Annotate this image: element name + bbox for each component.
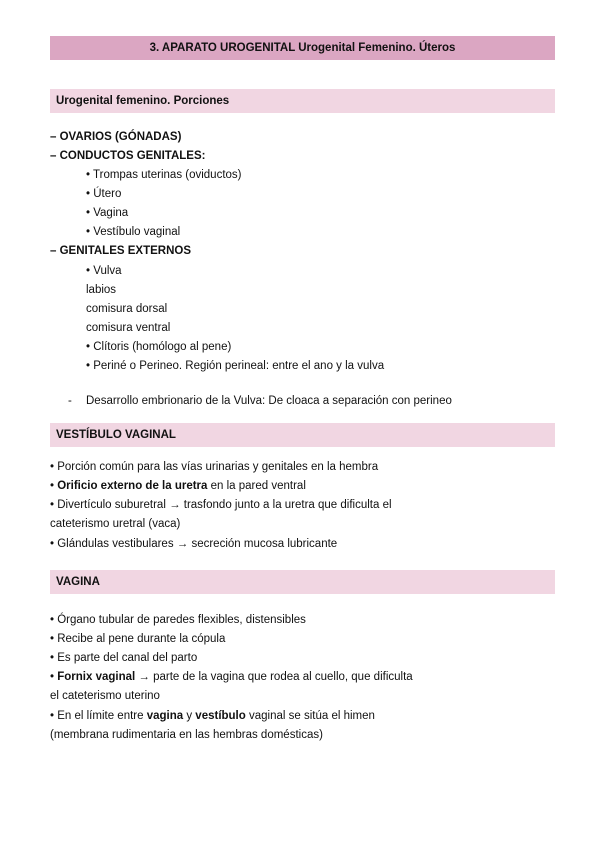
list-item: • Es parte del canal del parto bbox=[50, 652, 198, 664]
section-heading-porciones bbox=[50, 89, 555, 113]
list-item: labios bbox=[86, 284, 117, 296]
list-item bbox=[50, 479, 306, 493]
list-item: • Órgano tubular de paredes flexibles, distensibles bbox=[50, 614, 306, 626]
heading-conductos: – CONDUCTOS GENITALES: bbox=[50, 150, 206, 162]
section-heading-text: VAGINA bbox=[56, 576, 100, 588]
list-item bbox=[50, 670, 413, 684]
list-item: cateterismo uretral (vaca) bbox=[50, 518, 181, 530]
list-item: • Periné o Perineo. Región perineal: entre el ano y la vulva bbox=[86, 360, 385, 372]
text-run: vaginal se sitúa el himen bbox=[245, 710, 375, 722]
list-item: • Vestíbulo vaginal bbox=[86, 226, 181, 238]
text-run: → parte de la vagina que rodea al cuello, que dificulta bbox=[135, 671, 413, 683]
section-heading-vagina bbox=[50, 570, 555, 594]
desarrollo-text: Desarrollo embrionario de la Vulva: De cloaca a separación con perineo bbox=[86, 395, 452, 407]
list-item: • Glándulas vestibulares → secreción mucosa lubricante bbox=[50, 538, 338, 550]
list-item: • Divertículo suburetral → trasfondo junto a la uretra que dificulta el bbox=[50, 499, 392, 511]
list-item: • Porción común para las vías urinarias y genitales en la hembra bbox=[50, 461, 379, 473]
bold-term: Fornix vaginal bbox=[57, 671, 136, 683]
list-item bbox=[50, 709, 375, 723]
list-item: comisura ventral bbox=[86, 322, 171, 334]
list-item: • Útero bbox=[86, 188, 122, 200]
section-heading-text: VESTÍBULO VAGINAL bbox=[56, 429, 176, 441]
bold-term: Orificio externo de la uretra bbox=[57, 480, 208, 492]
list-item: • Clítoris (homólogo al pene) bbox=[86, 341, 232, 353]
heading-externos: – GENITALES EXTERNOS bbox=[50, 245, 192, 257]
list-item: (membrana rudimentaria en las hembras domésticas) bbox=[50, 729, 323, 741]
text-run: y bbox=[183, 710, 196, 722]
bold-term: vestíbulo bbox=[195, 710, 246, 722]
text-run: en la pared ventral bbox=[207, 480, 306, 492]
section-heading-text: Urogenital femenino. Porciones bbox=[56, 95, 230, 107]
list-item: comisura dorsal bbox=[86, 303, 168, 315]
document-title-text: 3. APARATO UROGENITAL Urogenital Femenino. Úteros bbox=[149, 42, 456, 54]
bold-term: vagina bbox=[146, 710, 184, 722]
heading-ovarios: – OVARIOS (GÓNADAS) bbox=[50, 131, 182, 143]
list-item: • Trompas uterinas (oviductos) bbox=[86, 169, 242, 181]
section-heading-vestibulo bbox=[50, 423, 555, 447]
bullet: • bbox=[50, 671, 58, 683]
text-run: • En el límite entre bbox=[50, 710, 147, 722]
dash-marker: - bbox=[68, 395, 72, 407]
list-item: • Vulva bbox=[86, 265, 122, 277]
document-title bbox=[50, 36, 555, 60]
list-item: • Recibe al pene durante la cópula bbox=[50, 633, 226, 645]
bullet: • bbox=[50, 480, 58, 492]
list-item: • Vagina bbox=[86, 207, 129, 219]
list-item: el cateterismo uterino bbox=[50, 690, 160, 702]
